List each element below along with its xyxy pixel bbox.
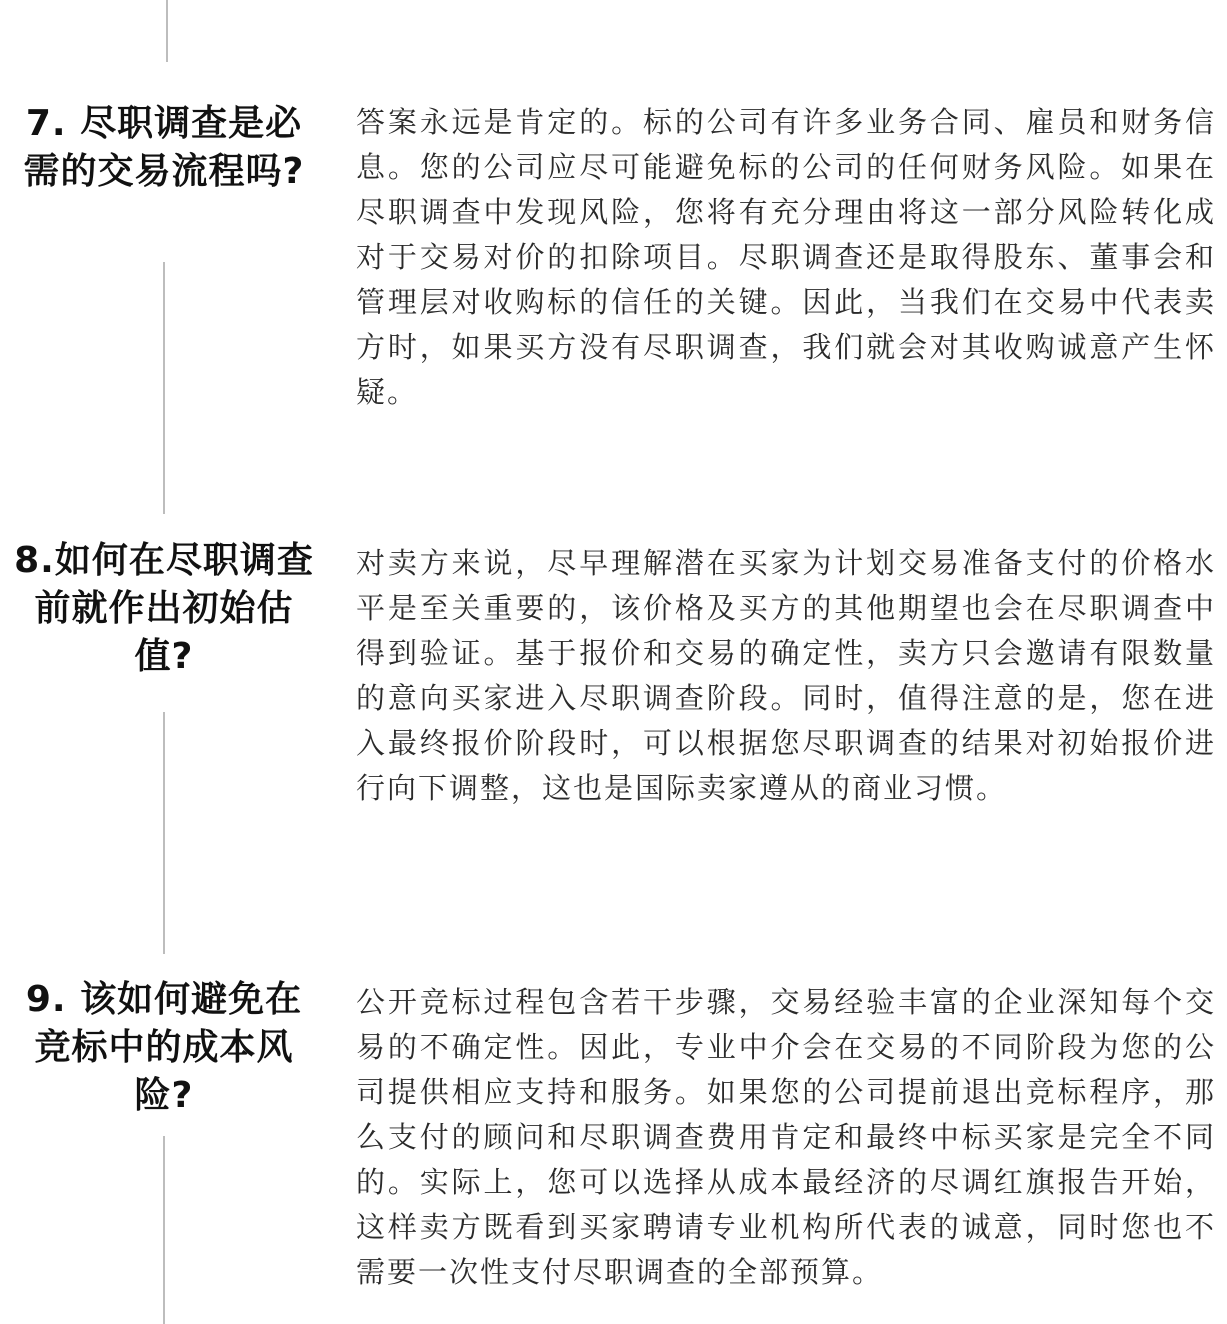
timeline-line-top [166, 0, 168, 62]
answer-text: 答案永远是肯定的。标的公司有许多业务合同、雇员和财务信息。您的公司应尽可能避免标的公司的任何财务风险。如果在尽职调查中发现风险，您将有充分理由将这一部分风险转化成对于交易对价的扣除项目。尽职调查还是取得股东、董事会和管理层对收购标的信任的关键。因此，当我们在交易中代表卖方时，如果买方没有尽职调查，我们就会对其收购诚意产生怀疑。 [356, 105, 1216, 409]
answer-text: 对卖方来说，尽早理解潜在买家为计划交易准备支付的价格水平是至关重要的，该价格及买方的其他期望也会在尽职调查中得到验证。基于报价和交易的确定性，卖方只会邀请有限数量的意向买家进入尽职调查阶段。同时，值得注意的是，您在进入最终报价阶段时，可以根据您尽职调查的结果对初始报价进行向下调整，这也是国际卖家遵从的商业习惯。 [356, 546, 1216, 805]
question-heading: 9. 该如何避免在竞标中的成本风险? [25, 979, 303, 1116]
timeline-line-3 [163, 1136, 165, 1324]
question-heading: 8.如何在尽职调查前就作出初始估值? [14, 540, 314, 677]
answer-text: 公开竞标过程包含若干步骤，交易经验丰富的企业深知每个交易的不确定性。因此，专业中介会在交易的不同阶段为您的公司提供相应支持和服务。如果您的公司提前退出竞标程序，那么支付的顾问和尽职调查费用肯定和最终中标买家是完全不同的。实际上，您可以选择从成本最经济的尽调红旗报告开始，这样卖方既看到买家聘请专业机构所代表的诚意，同时您也不需要一次性支付尽职调查的全部预算。 [356, 985, 1216, 1289]
timeline-line-1 [163, 262, 165, 514]
timeline-line-2 [163, 712, 165, 954]
question-heading: 7. 尽职调查是必需的交易流程吗? [23, 103, 305, 192]
